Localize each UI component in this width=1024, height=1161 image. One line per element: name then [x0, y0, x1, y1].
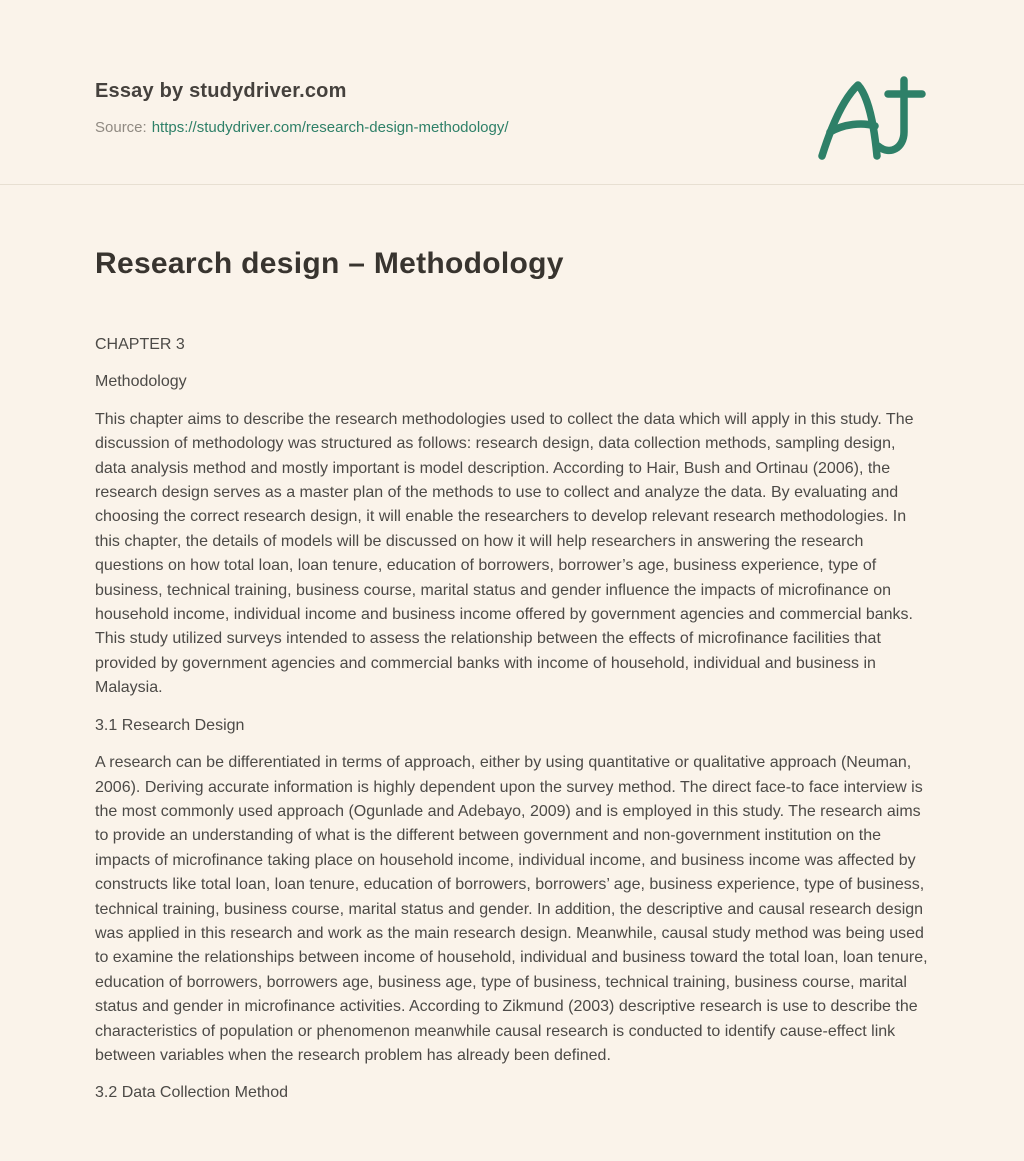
source-link[interactable]: https://studydriver.com/research-design-methodology/ — [151, 119, 509, 136]
essay-title: Research design – Methodology — [95, 247, 564, 280]
page-header — [0, 0, 1024, 168]
section-heading-methodology: Methodology — [95, 373, 187, 391]
essay-body — [0, 281, 1024, 1106]
source-label: Source: — [95, 119, 147, 136]
studydriver-logo-icon — [814, 72, 932, 168]
source-line — [95, 119, 509, 136]
paragraph-methodology-intro: This chapter aims to describe the research methodologies used to collect the data which will apply in this study. The discussion of methodology was structured as follows: research design, data collection methods, sampling design, data analysis method and mostly important is model description. According to Hair, Bush and Ortinau (2006), the research design serves as a master plan of the methods to use to collect and analyze the data. By evaluating and choosing the correct research design, it will enable the researchers to develop relevant research methodologies. In this chapter, the details of models will be discussed on how it will help researchers in answering the research questions on how total loan, loan tenure, education of borrowers, borrower’s age, business experience, type of business, technical training, business course, marital status and gender influence the impacts of microfinance on household income, individual income and business income offered by government agencies and commercial banks. This study utilized surveys intended to assess the relationship between the effects of microfinance facilities that provided by government agencies and commercial banks with income of household, individual and business in Malaysia. — [95, 410, 914, 697]
chapter-label: CHAPTER 3 — [95, 336, 185, 353]
site-title: Essay by studydriver.com — [95, 80, 347, 102]
paragraph-research-design: A research can be differentiated in terms of approach, either by using quantitative or qualitative approach (Neuman, 2006). Deriving accurate information is highly dependent upon the survey method. The direct face-to face interview is the most commonly used approach (Ogunlade and Adebayo, 2009) and is employed in this study. The research aims to provide an understanding of what is the different between government and non-government institution on the impacts of microfinance taking place on household income, individual income, and business income was affected by constructs like total loan, loan tenure, education of borrowers, borrowers’ age, business experience, type of business, technical training, business course, marital status and gender. In addition, the descriptive and causal research design was applied in this research and work as the main research design. Meanwhile, causal study method was being used to examine the relationships between income of household, individual and business toward the total loan, loan tenure, education of borrowers, borrowers age, business age, type of business, technical training, business course, marital status and gender in microfinance activities. According to Zikmund (2003) descriptive research is use to describe the characteristics of population or phenomenon meanwhile causal research is conducted to identify cause-effect link between variables when the research problem has already been defined. — [95, 754, 928, 1064]
header-text-block — [95, 72, 509, 136]
header-divider — [0, 184, 1024, 185]
section-heading-research-design: 3.1 Research Design — [95, 716, 245, 734]
section-heading-data-collection: 3.2 Data Collection Method — [95, 1084, 288, 1102]
